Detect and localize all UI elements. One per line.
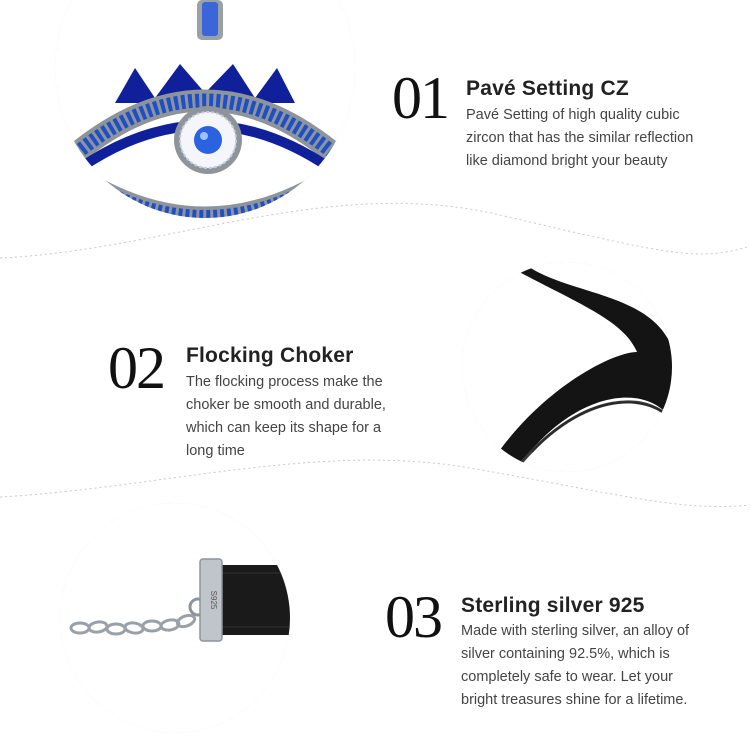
feature-description-line: The flocking process make the (186, 374, 383, 390)
feature-description-line: zircon that has the similar reflection (466, 130, 694, 146)
feature-title: Pavé Setting CZ (466, 77, 629, 100)
feature-description-line: bright treasures shine for a lifetime. (461, 692, 688, 708)
feature-description-line: Pavé Setting of high quality cubic (466, 107, 680, 123)
feature-description-line: Made with sterling silver, an alloy of (461, 623, 690, 639)
feature-title: Flocking Choker (186, 344, 354, 367)
feature-description (461, 620, 741, 712)
feature-description-line: which can keep its shape for a (186, 420, 382, 436)
pendant-image (55, 0, 355, 218)
feature-description (466, 104, 736, 173)
feature-number: 03 (385, 584, 441, 650)
choker-image (462, 262, 672, 472)
feature-description-line: long time (186, 443, 245, 459)
feature-number: 02 (108, 335, 164, 401)
feature-description-line: completely safe to wear. Let your (461, 669, 673, 685)
feature-description (186, 371, 426, 463)
clasp-image (60, 503, 290, 733)
feature-title: Sterling silver 925 (461, 594, 645, 617)
wave-divider-top (0, 203, 750, 258)
feature-number: 01 (392, 65, 448, 131)
clasp-stamp-text: S925 (209, 590, 218, 610)
feature-description-line: choker be smooth and durable, (186, 397, 386, 413)
feature-description-line: like diamond bright your beauty (466, 153, 668, 169)
feature-description-line: silver containing 92.5%, which is (461, 646, 670, 662)
wave-divider-bottom (0, 460, 750, 506)
